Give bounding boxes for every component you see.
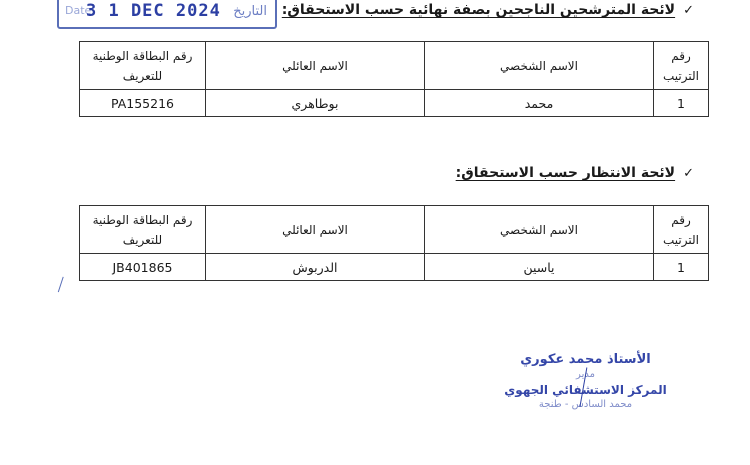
header-id-number: رقم البطاقة الوطنية للتعريف — [80, 42, 206, 90]
table-row — [80, 90, 709, 117]
header-last-name: الاسم العائلي — [206, 206, 425, 254]
signatory-organization: المركز الاستشفائي الجهوي — [504, 383, 667, 397]
header-last-name: الاسم العائلي — [206, 42, 425, 90]
stamp-date: 3 1 DEC 2024 — [86, 1, 221, 21]
checkmark-icon: ✓ — [683, 3, 694, 18]
table-header-row — [80, 206, 709, 254]
header-id-number: رقم البطاقة الوطنية للتعريف — [80, 206, 206, 254]
section-heading-successful — [282, 2, 694, 18]
section-heading-waitlist — [456, 165, 694, 181]
pen-mark — [58, 277, 73, 296]
cell-id-number: PA155216 — [80, 90, 206, 117]
cell-first-name: ياسين — [425, 254, 654, 281]
cell-last-name: الدربوش — [206, 254, 425, 281]
header-first-name: الاسم الشخصي — [425, 42, 654, 90]
table-row — [80, 254, 709, 281]
header-first-name: الاسم الشخصي — [425, 206, 654, 254]
stamp-label: التاريخ — [233, 4, 267, 19]
section-title: لائحة المترشحين الناجحين بصفة نهائية حسب الاستحقاق: — [281, 2, 676, 18]
checkmark-icon: ✓ — [683, 166, 694, 181]
table-header-row — [80, 42, 709, 90]
stamp-ghost-text: Date — [65, 4, 92, 17]
section-title: لائحة الانتظار حسب الاستحقاق: — [455, 165, 676, 181]
waitlist-table — [79, 205, 709, 281]
cell-first-name: محمد — [425, 90, 654, 117]
signatory-name: الأستاذ محمد عكوري — [520, 352, 651, 367]
date-stamp — [57, 0, 277, 29]
signature-stamp — [503, 352, 668, 457]
cell-rank: 1 — [654, 90, 709, 117]
cell-last-name: بوطاهري — [206, 90, 425, 117]
cell-id-number: JB401865 — [80, 254, 206, 281]
signatory-role: مدير — [576, 369, 595, 380]
signatory-location: محمد السادس - طنجة — [538, 399, 633, 410]
header-rank: رقم الترتيب — [654, 42, 709, 90]
header-rank: رقم الترتيب — [654, 206, 709, 254]
successful-candidates-table — [79, 41, 709, 117]
cell-rank: 1 — [654, 254, 709, 281]
